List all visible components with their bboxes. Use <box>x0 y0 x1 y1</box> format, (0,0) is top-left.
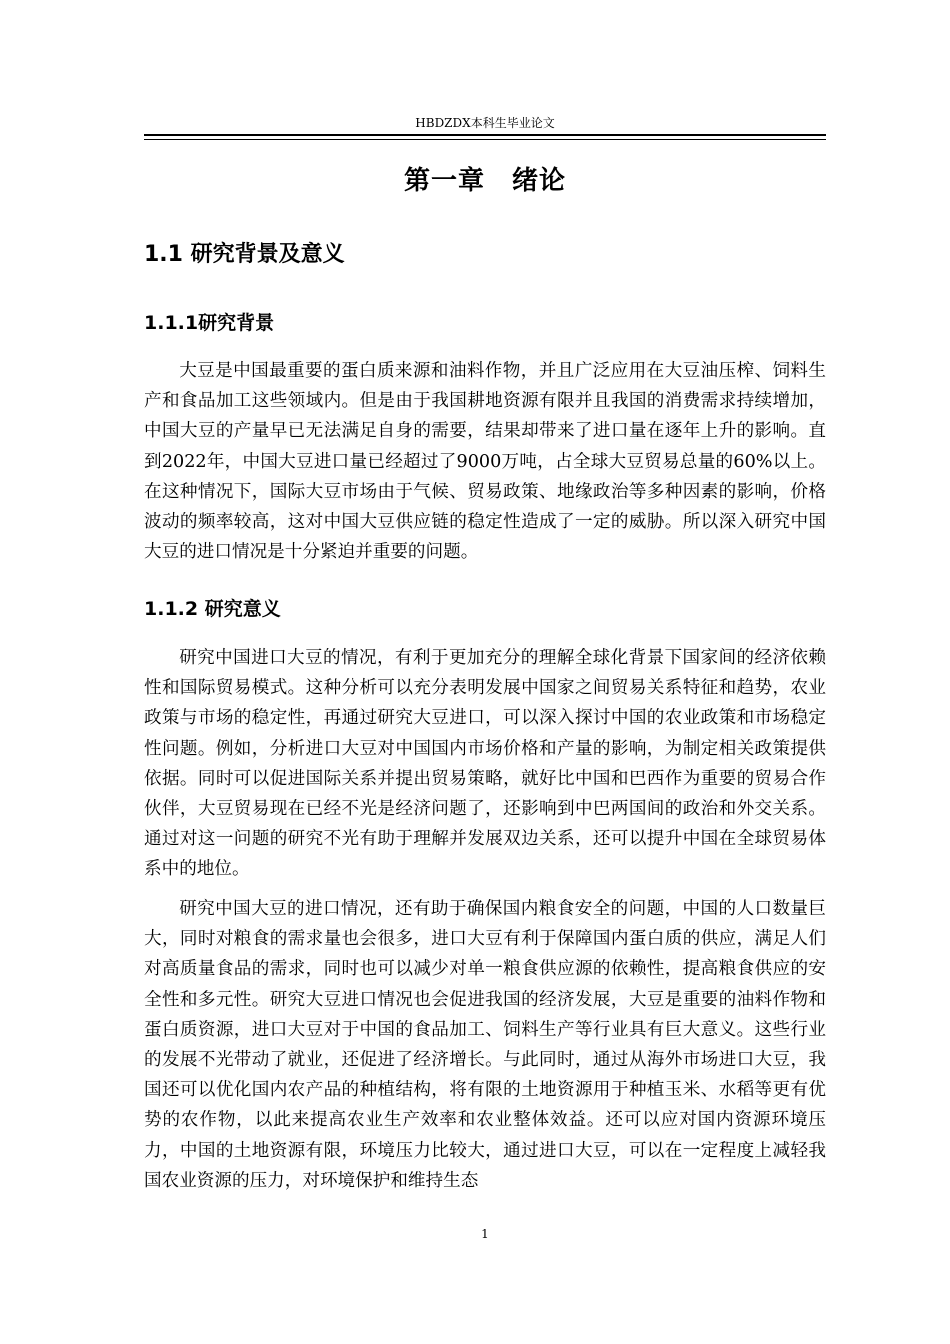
subsection-title-background: 1.1.1研究背景 <box>144 312 275 334</box>
header-rule-thin <box>144 139 826 140</box>
running-header: HBDZDX本科生毕业论文 <box>415 116 555 130</box>
page-number: 1 <box>481 1227 489 1241</box>
header-rule-thick <box>144 134 826 136</box>
paragraph-significance-2: 研究中国大豆的进口情况，还有助于确保国内粮食安全的问题，中国的人口数量巨大，同时对粮食的需求量也会很多，进口大豆有利于保障国内蛋白质的供应，满足人们对高质量食品的需求，同时也可以减少对单一粮食供应源的依赖性，提高粮食供应的安全性和多元性。研究大豆进口情况也会促进我国的经济发展，大豆是重要的油料作物和蛋白质资源，进口大豆对于中国的食品加工、饲料生产等行业具有巨大意义。这些行业的发展不光带动了就业，还促进了经济增长。与此同时，通过从海外市场进口大豆，我国还可以优化国内农产品的种植结构，将有限的土地资源用于种植玉米、水稻等更有优势的农作物，以此来提高农业生产效率和农业整体效益。还可以应对国内资源环境压力，中国的土地资源有限，环境压力比较大，通过进口大豆，可以在一定程度上减轻我国农业资源的压力，对环境保护和维持生态 <box>144 899 826 1191</box>
section-title: 1.1 研究背景及意义 <box>144 242 345 267</box>
chapter-title: 第一章 绪论 <box>403 166 566 196</box>
paragraph-significance-1: 研究中国进口大豆的情况，有利于更加充分的理解全球化背景下国家间的经济依赖性和国际贸易模式。这种分析可以充分表明发展中国家之间贸易关系特征和趋势，农业政策与市场的稳定性，再通过研究大豆进口，可以深入探讨中国的农业政策和市场稳定性问题。例如，分析进口大豆对中国国内市场价格和产量的影响，为制定相关政策提供依据。同时可以促进国际关系并提出贸易策略，就好比中国和巴西作为重要的贸易合作伙伴，大豆贸易现在已经不光是经济问题了，还影响到中巴两国间的政治和外交关系。通过对这一问题的研究不光有助于理解并发展双边关系，还可以提升中国在全球贸易体系中的地位。 <box>144 648 826 880</box>
subsection-title-significance: 1.1.2 研究意义 <box>144 598 281 620</box>
paragraph-background: 大豆是中国最重要的蛋白质来源和油料作物，并且广泛应用在大豆油压榨、饲料生产和食品加工这些领域内。但是由于我国耕地资源有限并且我国的消费需求持续增加，中国大豆的产量早已无法满足自身的需要，结果却带来了进口量在逐年上升的影响。直到2022年，中国大豆进口量已经超过了9000万吨，占全球大豆贸易总量的60%以上。在这种情况下，国际大豆市场由于气候、贸易政策、地缘政治等多种因素的影响，价格波动的频率较高，这对中国大豆供应链的稳定性造成了一定的威胁。所以深入研究中国大豆的进口情况是十分紧迫并重要的问题。 <box>144 361 826 563</box>
